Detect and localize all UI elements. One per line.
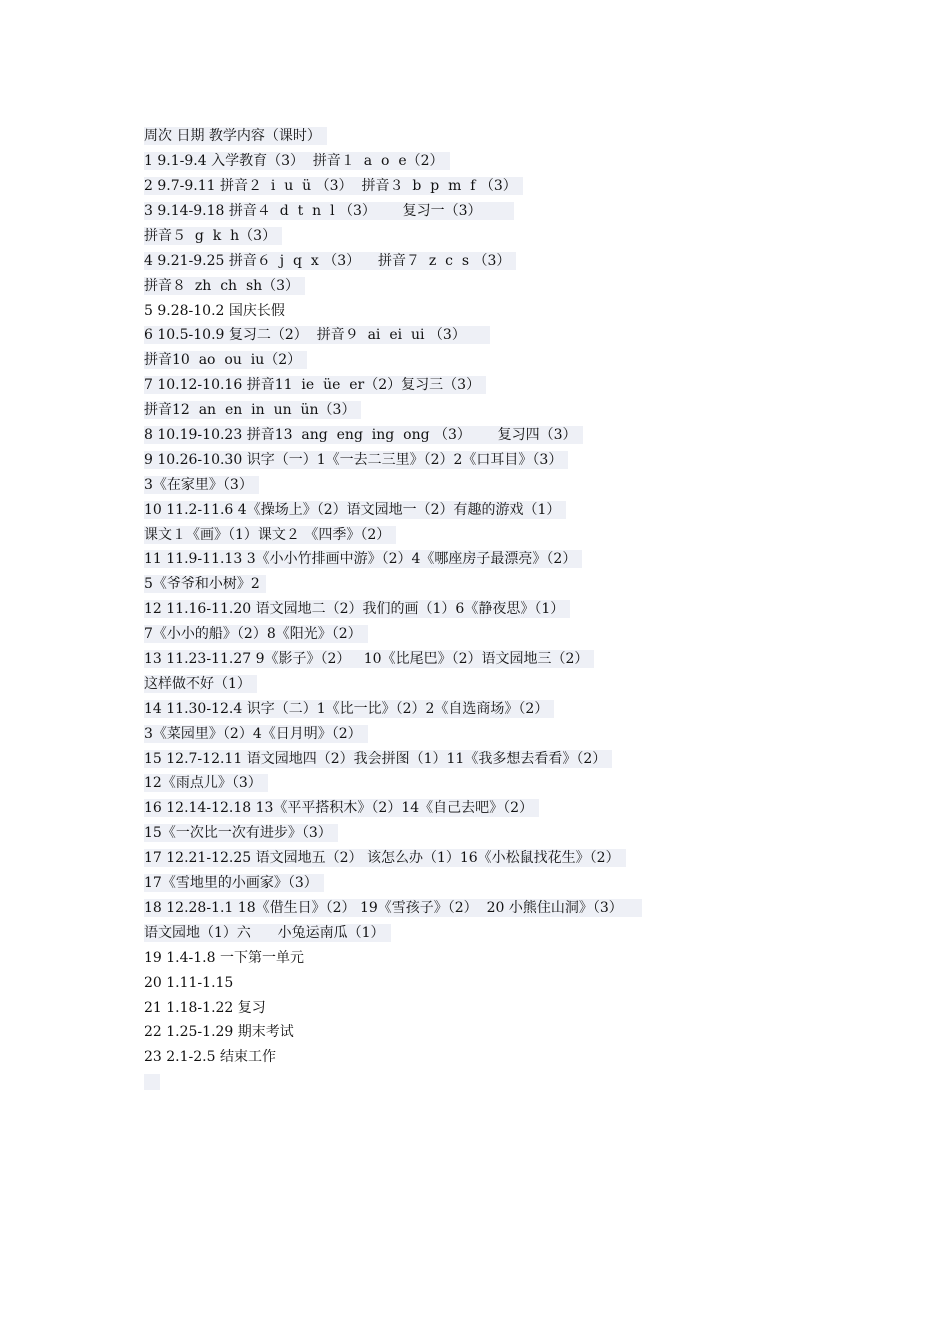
line-7 [144, 298, 844, 323]
schedule-row: 16 12.14-12.18 13《平平搭积木》（2）14《自己去吧》（2） [144, 799, 539, 817]
schedule-row: 这样做不好（1） [144, 675, 257, 693]
line-3 [144, 199, 844, 224]
line-12 [144, 423, 844, 448]
schedule-row: 11 11.9-11.13 3《小小竹排画中游》（2）4《哪座房子最漂亮》（2） [144, 550, 582, 568]
line-1 [144, 149, 844, 174]
line-38 [144, 1070, 844, 1095]
schedule-row: 12《雨点儿》（3） [144, 774, 268, 792]
schedule-row: 3《在家里》（3） [144, 476, 259, 494]
header-row: 周次 日期 教学内容（课时） [144, 127, 327, 145]
schedule-row: 17《雪地里的小画家》（3） [144, 874, 324, 892]
line-25 [144, 746, 844, 771]
schedule-row: 19 1.4-1.8 一下第一单元 [144, 949, 304, 966]
line-22 [144, 672, 844, 697]
line-21 [144, 647, 844, 672]
schedule-row: 9 10.26-10.30 识字（一）1《一去二三里》（2）2《口耳目》（3） [144, 451, 568, 469]
schedule-row: 2 9.7-9.11 拼音２ i u ü （3） 拼音３ b p m f （3） [144, 177, 523, 195]
schedule-row: 语文园地（1）六 小兔运南瓜（1） [144, 924, 391, 942]
schedule-row: 22 1.25-1.29 期末考试 [144, 1024, 294, 1041]
line-23 [144, 696, 844, 721]
line-34 [144, 970, 844, 995]
schedule-row: 15 12.7-12.11 语文园地四（2）我会拼图（1）11《我多想去看看》（2） [144, 750, 612, 768]
line-9 [144, 348, 844, 373]
schedule-row: 拼音８ zh ch sh（3） [144, 277, 305, 295]
schedule-row: 23 2.1-2.5 结束工作 [144, 1049, 276, 1066]
schedule-row: 3《菜园里》（2）4《日月明》（2） [144, 725, 368, 743]
line-4 [144, 224, 844, 249]
line-19 [144, 597, 844, 622]
line-10 [144, 373, 844, 398]
schedule-row: 5 9.28-10.2 国庆长假 [144, 302, 285, 319]
schedule-row: 12 11.16-11.20 语文园地二（2）我们的画（1）6《静夜思》（1） [144, 600, 570, 618]
line-31 [144, 896, 844, 921]
line-5 [144, 248, 844, 273]
schedule-row: 课文１《画》（1）课文２ 《四季》（2） [144, 526, 396, 544]
empty-paragraph-marker [144, 1074, 160, 1090]
schedule-row: 17 12.21-12.25 语文园地五（2） 该怎么办（1）16《小松鼠找花生》（2） [144, 849, 626, 867]
line-15 [144, 497, 844, 522]
line-28 [144, 821, 844, 846]
line-6 [144, 273, 844, 298]
schedule-row: 10 11.2-11.6 4《操场上》（2）语文园地一（2）有趣的游戏（1） [144, 501, 566, 519]
line-18 [144, 572, 844, 597]
schedule-row: 4 9.21-9.25 拼音６ j q x （3） 拼音７ z c s （3） [144, 252, 516, 270]
line-29 [144, 846, 844, 871]
line-24 [144, 721, 844, 746]
line-26 [144, 771, 844, 796]
schedule-row: 拼音５ g k h（3） [144, 227, 282, 245]
line-27 [144, 796, 844, 821]
schedule-row: 13 11.23-11.27 9《影子》（2） 10《比尾巴》（2）语文园地三（2） [144, 650, 594, 668]
schedule-row: 6 10.5-10.9 复习二（2） 拼音９ ai ei ui （3） [144, 326, 490, 344]
schedule-row: 拼音12 an en in un ün（3） [144, 401, 361, 419]
line-8 [144, 323, 844, 348]
line-35 [144, 995, 844, 1020]
schedule-row: 18 12.28-1.1 18《借生日》（2） 19《雪孩子》（2） 20 小熊住山洞》（3） [144, 899, 642, 917]
line-32 [144, 921, 844, 946]
schedule-row: 21 1.18-1.22 复习 [144, 999, 266, 1016]
schedule-row: 15《一次比一次有进步》（3） [144, 824, 338, 842]
schedule-row: 拼音10 ao ou iu（2） [144, 351, 307, 369]
line-2 [144, 174, 844, 199]
line-33 [144, 945, 844, 970]
schedule-row: 7《小小的船》（2）8《阳光》（2） [144, 625, 368, 643]
line-16 [144, 522, 844, 547]
line-0 [144, 124, 844, 149]
line-37 [144, 1045, 844, 1070]
schedule-row: 8 10.19-10.23 拼音13 ang eng ing ong （3） 复习四（3） [144, 426, 583, 444]
schedule-row: 20 1.11-1.15 [144, 974, 234, 991]
line-11 [144, 398, 844, 423]
schedule-row: 7 10.12-10.16 拼音11 ie üe er（2）复习三（3） [144, 376, 486, 394]
schedule-row: 14 11.30-12.4 识字（二）1《比一比》（2）2《自选商场》（2） [144, 700, 554, 718]
line-13 [144, 448, 844, 473]
document-page [144, 124, 844, 1095]
schedule-row: 1 9.1-9.4 入学教育（3） 拼音１ a o e（2） [144, 152, 450, 170]
line-20 [144, 622, 844, 647]
line-17 [144, 547, 844, 572]
line-30 [144, 871, 844, 896]
line-36 [144, 1020, 844, 1045]
schedule-row: 3 9.14-9.18 拼音４ d t n l （3） 复习一（3） [144, 202, 514, 220]
line-14 [144, 472, 844, 497]
schedule-row: 5《爷爷和小树》2 [144, 575, 266, 593]
